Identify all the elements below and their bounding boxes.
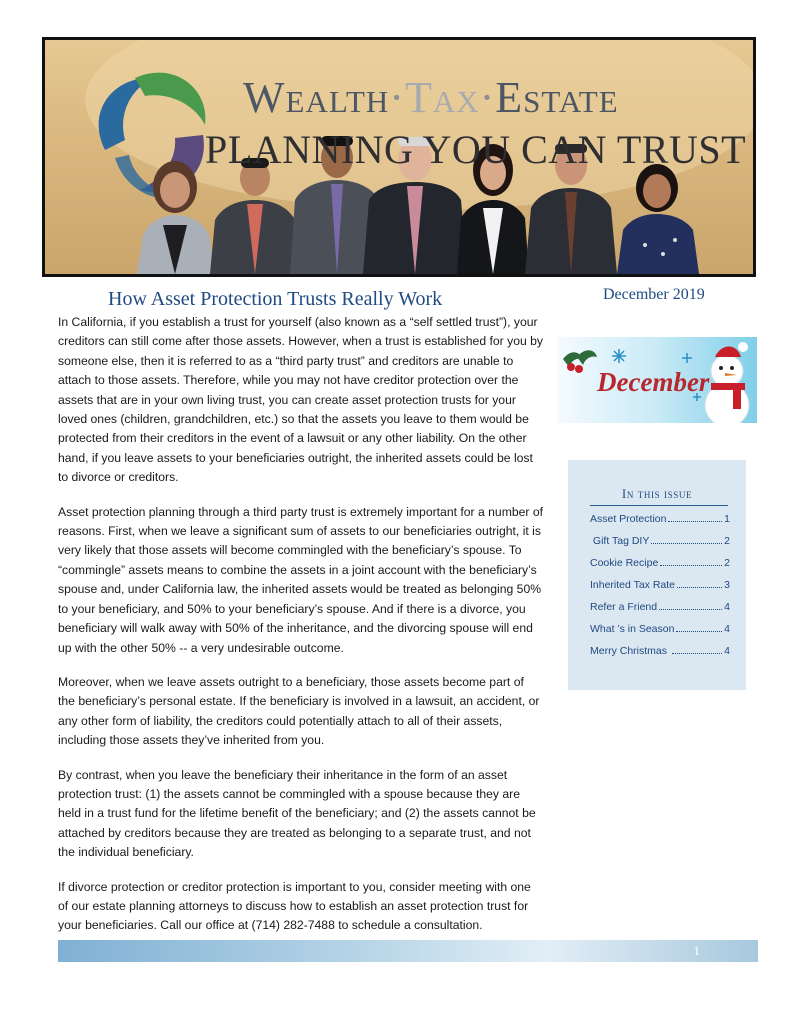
page-number: 1 xyxy=(693,943,700,958)
article-paragraph: Asset protection planning through a third party trust is extremely important for a number of reasons. First, when we leave a significant sum of assets to our beneficiaries outright, it is very likely that those assets will become commingled with the beneficiary’s spouse. To “commingle” assets means to combine the assets in a joint account with the beneficiary’s spouse and, under California law, the inherited assets would be treated as belonging 50% to your beneficiary, and 50% to your beneficiary’s spouse. And if there is a divorce, you beneficiary will walk away with 50% of the inheritance, and the divorcing spouse will end up with the other 50% -- a very undesirable outcome. xyxy=(58,504,544,655)
article-paragraph: By contrast, when you leave the beneficiary their inheritance in the form of an asset protection trust: (1) the assets cannot be commingled with a spouse because they are held in a trust fund for the lifetime benefit of the beneficiary; and (2) the assets cannot be attached by creditors because they are treated as belonging to a separate trust, and not the individual beneficiary. xyxy=(58,767,536,860)
toc-item-asset-protection[interactable]: Asset Protection 1 xyxy=(590,513,730,525)
december-script-word: December xyxy=(597,367,710,397)
banner-line-wealth-tax-estate: Wealth·Tax·Estate xyxy=(243,73,619,122)
sidebar-divider xyxy=(590,505,728,506)
article-title: How Asset Protection Trusts Really Work xyxy=(108,288,443,310)
toc-item-refer-a-friend[interactable]: Refer a Friend 4 xyxy=(590,601,730,613)
article-paragraph: In California, if you establish a trust for yourself (also known as a “self settled trust”), your creditors can still come after those assets. However, when a trust is established for you by someone else, then it is referred to as a “third party trust” and creditors are unable to attach to those assets. Therefore, while you may not have creditor protection over the assets that are in your own living trust, you can create asset protection trusts for your loved ones (children, grandchildren, etc.) so that the assets you leave to them would be protected from their creditors in the event of a lawsuit or any other liability. On the other hand, if you leave assets to your beneficiaries outright, the inherited assets could be lost to divorce or creditors. xyxy=(58,315,544,485)
article-body xyxy=(58,313,544,951)
issue-date: December 2019 xyxy=(603,286,705,303)
december-banner-image xyxy=(557,337,757,423)
sidebar-title: In this issue xyxy=(621,486,693,501)
table-of-contents xyxy=(590,513,730,667)
toc-item-merry-christmas[interactable]: Merry Christmas 4 xyxy=(590,645,730,657)
article-paragraph: If divorce protection or creditor protection is important to you, consider meeting with one of our estate planning attorneys to discuss how to establish an asset protection trust for your beneficiaries. Call our office at (714) 282-7488 to schedule a consultation. xyxy=(58,879,531,933)
header-banner-photo xyxy=(42,37,756,277)
toc-item-inherited-tax-rate[interactable]: Inherited Tax Rate 3 xyxy=(590,579,730,591)
toc-item-whats-in-season[interactable]: What ’s in Season 4 xyxy=(590,623,730,635)
banner-line-tagline: PLANNING YOU CAN TRUST xyxy=(205,127,747,172)
article-paragraph: Moreover, when we leave assets outright to a beneficiary, those assets become part of the beneficiary’s personal estate. If the beneficiary is involved in a lawsuit, an accident, or any other form of liability, the creditors could potentially attach to all of their assets, including those assets they’ve inherited from you. xyxy=(58,674,540,748)
in-this-issue-sidebar xyxy=(568,460,746,690)
footer-bar xyxy=(58,940,758,962)
toc-item-gift-tag-diy[interactable]: Gift Tag DIY 2 xyxy=(590,535,730,547)
toc-item-cookie-recipe[interactable]: Cookie Recipe 2 xyxy=(590,557,730,569)
